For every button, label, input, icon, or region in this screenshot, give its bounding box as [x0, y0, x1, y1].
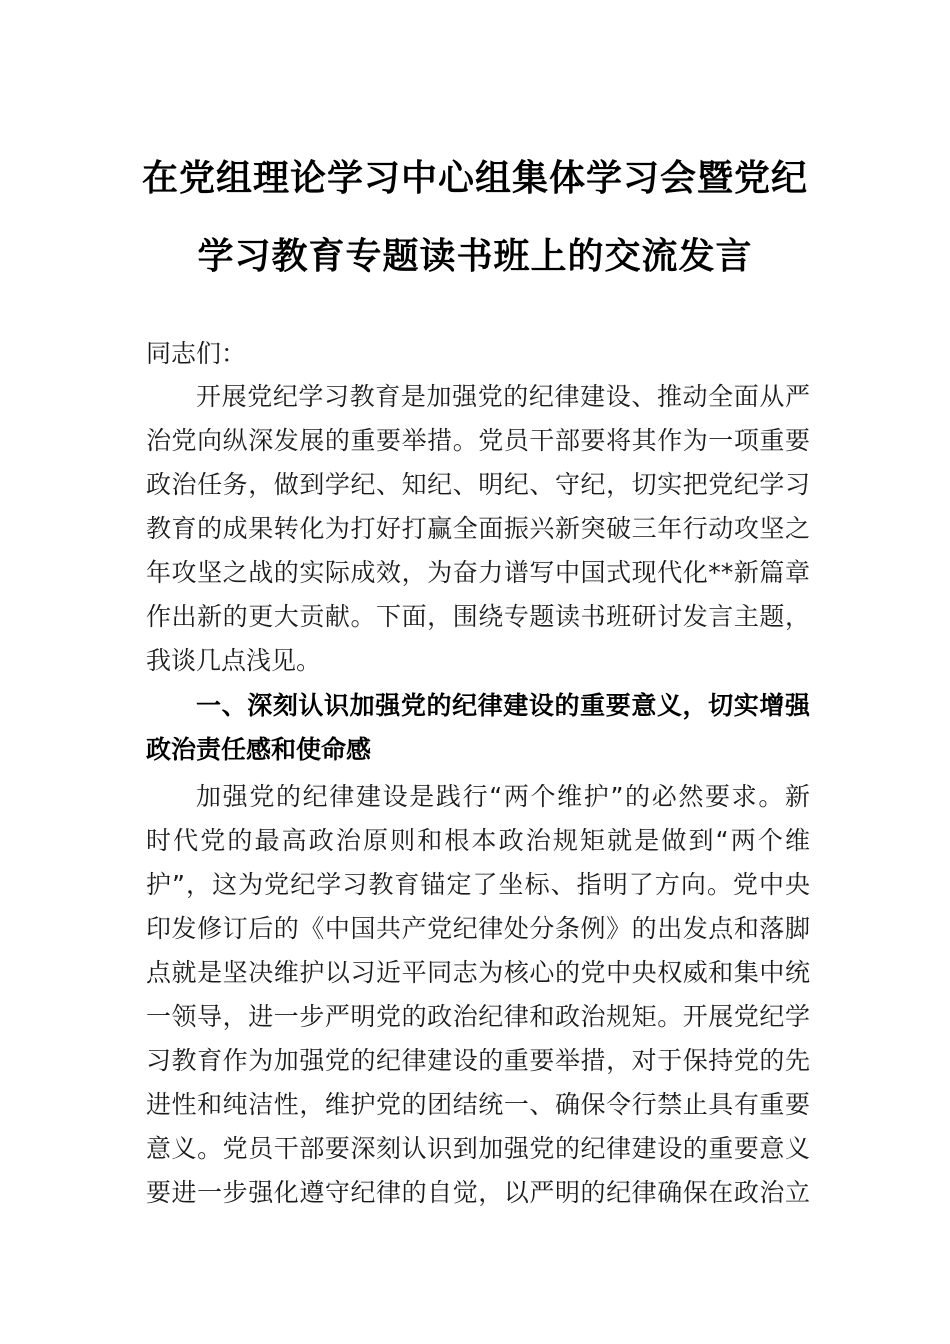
paragraph-2-line: 进性和纯洁性，维护党的团结统一、确保令行禁止具有重要	[146, 1090, 810, 1119]
document-title-line-2: 学习教育专题读书班上的交流发言	[197, 235, 753, 277]
paragraph-1-line: 政治任务，做到学纪、知纪、明纪、守纪，切实把党纪学习	[146, 470, 810, 499]
paragraph-1-line: 我谈几点浅见。	[146, 646, 322, 675]
paragraph-1-line: 教育的成果转化为打好打赢全面振兴新突破三年行动攻坚之	[146, 514, 810, 543]
paragraph-2-line: 印发修订后的《中国共产党纪律处分条例》的出发点和落脚	[146, 914, 810, 943]
paragraph-1-line: 开展党纪学习教育是加强党的纪律建设、推动全面从严	[196, 382, 810, 411]
paragraph-1-line: 治党向纵深发展的重要举措。党员干部要将其作为一项重要	[146, 426, 810, 455]
paragraph-2-line: 习教育作为加强党的纪律建设的重要举措，对于保持党的先	[146, 1046, 810, 1075]
paragraph-2-line: 要进一步强化遵守纪律的自觉，以严明的纪律确保在政治立	[146, 1178, 810, 1207]
section-heading-1: 一、深刻认识加强党的纪律建设的重要意义，切实增强	[196, 691, 810, 720]
paragraph-2-line: 加强党的纪律建设是践行“两个维护”的必然要求。新	[196, 782, 810, 811]
paragraph-1-line: 年攻坚之战的实际成效，为奋力谱写中国式现代化**新篇章	[146, 558, 810, 587]
paragraph-2-line: 意义。党员干部要深刻认识到加强党的纪律建设的重要意义	[146, 1134, 810, 1163]
document-title-line-1: 在党组理论学习中心组集体学习会暨党纪	[141, 157, 808, 199]
paragraph-2-line: 护”，这为党纪学习教育锚定了坐标、指明了方向。党中央	[146, 870, 810, 899]
paragraph-2-line: 时代党的最高政治原则和根本政治规矩就是做到“两个维	[146, 826, 810, 855]
salutation: 同志们：	[146, 339, 247, 368]
paragraph-1-line: 作出新的更大贡献。下面，围绕专题读书班研讨发言主题，	[146, 602, 810, 631]
paragraph-2-line: 点就是坚决维护以习近平同志为核心的党中央权威和集中统	[146, 958, 810, 987]
section-heading-1: 政治责任感和使命感	[146, 735, 372, 764]
paragraph-2-line: 一领导，进一步严明党的政治纪律和政治规矩。开展党纪学	[146, 1002, 810, 1031]
